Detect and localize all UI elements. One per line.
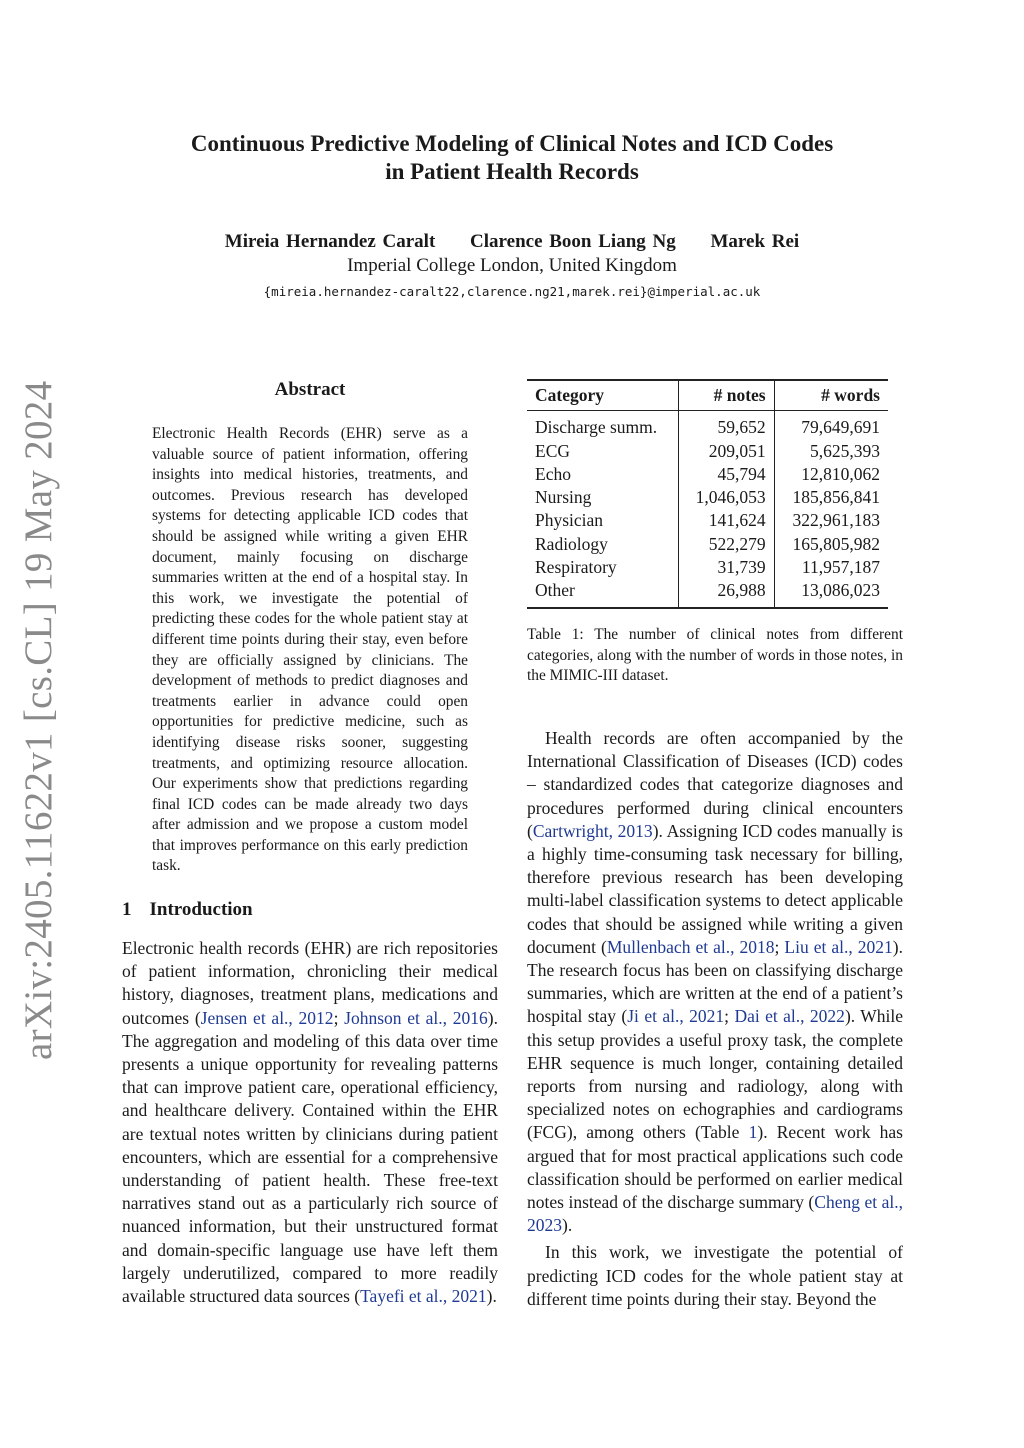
header-notes: # notes xyxy=(679,380,774,411)
notes-statistics-table xyxy=(527,379,888,609)
text-run: Health records are often accompanied by the International Classification of Diseases (ICD) codes – standardized codes that categorize diagnoses and procedures performed during clinical encounters ( xyxy=(527,728,903,841)
author-list xyxy=(100,230,924,254)
table-row xyxy=(527,579,888,607)
section-title: Introduction xyxy=(149,899,253,920)
citation-link[interactable]: Ji et al., 2021 xyxy=(627,1006,725,1027)
text-run: ). While this setup provides a useful proxy task, the complete EHR sequence is much longer, containing detailed reports from nursing and radiology, along with specialized notes on echographies and cardiograms (FCG), among others (Table xyxy=(527,1006,903,1143)
intro-right-column xyxy=(527,727,903,1311)
citation-link[interactable]: Cartwright, 2013 xyxy=(532,820,653,841)
author-emails: {mireia.hernandez-caralt22,clarence.ng21,marek.rei}@imperial.ac.uk xyxy=(263,284,761,299)
cell-notes: 522,279 xyxy=(679,533,774,556)
text-run: ; xyxy=(774,936,785,957)
text-run: Electronic health records (EHR) are rich repositories of patient information, chronicling their medical history, diagnoses, treatment plans, medications and outcomes ( xyxy=(122,938,498,1028)
citation-link[interactable]: Johnson et al., 2016 xyxy=(344,1007,488,1028)
citation-link[interactable]: Mullenbach et al., 2018 xyxy=(606,936,775,957)
affiliation: Imperial College London, United Kingdom xyxy=(347,255,677,276)
cell-category: Radiology xyxy=(527,533,679,556)
cell-words: 79,649,691 xyxy=(801,417,880,438)
cell-category: Other xyxy=(527,579,679,607)
table-header-row xyxy=(527,380,888,411)
author-3: Marek Rei xyxy=(710,231,800,252)
cell-notes: 31,739 xyxy=(679,556,774,579)
text-run: ). Assigning ICD codes manually is a highly time-consuming task necessary for billing, therefore previous research has been developing multi-label classification systems to detect applicable codes that should be assigned while writing a given document ( xyxy=(527,820,903,957)
section-number: 1 xyxy=(122,899,132,920)
cell-words: 11,957,187 xyxy=(801,557,880,578)
cell-notes: 45,794 xyxy=(679,463,774,486)
citation-link[interactable]: Tayefi et al., 2021 xyxy=(360,1286,487,1307)
citation-link[interactable]: Cheng et al., 2023 xyxy=(527,1192,903,1236)
table-caption: Table 1: The number of clinical notes from different categories, along with the number of words in those notes, in the MIMIC-III dataset. xyxy=(527,626,903,685)
author-1: Mireia Hernandez Caralt xyxy=(224,231,436,252)
citation-link[interactable]: Jensen et al., 2012 xyxy=(200,1007,334,1028)
table-row xyxy=(527,411,888,440)
cell-category: Nursing xyxy=(527,486,679,509)
cell-category: ECG xyxy=(527,440,679,463)
cell-words: 5,625,393 xyxy=(810,440,880,461)
intro-paragraph-2 xyxy=(527,727,903,1237)
table-row xyxy=(527,509,888,532)
citation-link[interactable]: Liu et al., 2021 xyxy=(784,936,893,957)
cell-words: 322,961,183 xyxy=(792,510,880,531)
table-row xyxy=(527,463,888,486)
text-run: ). Recent work has argued that for most practical applications such code classification should be performed on earlier medical notes instead of the discharge summary ( xyxy=(527,1122,903,1213)
text-run: ). The aggregation and modeling of this data over time presents a unique opportunity for revealing patterns that can improve patient care, operational efficiency, and healthcare delivery. Contained within the EHR are textual notes written by clinicians during patient encounters, which are essential for a comprehensive understanding of patient health. These free-text narratives stand out as a particularly rich source of nuanced information, but their unstructured format and domain-specific language use have left them largely underutilized, compared to more readily available structured data sources ( xyxy=(122,1007,498,1307)
text-run: ). The research focus has been on classifying discharge summaries, which are written at the end of a patient’s hospital stay ( xyxy=(527,936,903,1027)
cell-notes: 1,046,053 xyxy=(679,486,774,509)
cell-words: 165,805,982 xyxy=(792,533,880,554)
cell-category: Physician xyxy=(527,509,679,532)
table-reference-link[interactable]: 1 xyxy=(748,1122,758,1143)
table-row xyxy=(527,440,888,463)
header-words: # words xyxy=(774,380,888,411)
text-run: ). xyxy=(562,1215,573,1236)
table-row xyxy=(527,556,888,579)
cell-category: Echo xyxy=(527,463,679,486)
cell-notes: 59,652 xyxy=(679,411,774,440)
abstract-heading: Abstract xyxy=(274,379,346,400)
cell-notes: 26,988 xyxy=(679,579,774,607)
section-heading xyxy=(122,898,253,922)
citation-link[interactable]: Dai et al., 2022 xyxy=(734,1006,845,1027)
title-line-1: Continuous Predictive Modeling of Clinical Notes and ICD Codes xyxy=(190,131,834,156)
cell-category: Discharge summ. xyxy=(527,411,679,440)
cell-words: 185,856,841 xyxy=(792,487,880,508)
author-2: Clarence Boon Liang Ng xyxy=(470,231,676,252)
title-line-2: in Patient Health Records xyxy=(385,159,639,184)
abstract-body: Electronic Health Records (EHR) serve as a valuable source of patient information, offering insights into medical histories, treatments, and outcomes. Previous research has developed systems for detecting applicable ICD codes that should be assigned while writing a given EHR document, mainly focusing on discharge summaries written at the end of a hospital stay. In this work, we investigate the potential of predicting these codes for the whole patient stay at different time points during their stay, even before they are officially assigned by clinicians. The development of methods to predict diagnoses and treatments earlier in advance could open opportunities for predictive medicine, such as identifying disease risks sooner, suggesting treatments, and optimizing resource allocation. Our experiments show that predictions regarding final ICD codes can be made already two days after admission and we propose a custom model that improves performance on this early prediction task. xyxy=(152,425,468,875)
arxiv-sidebar-stamp: arXiv:2405.11622v1 [cs.CL] 19 May 2024 xyxy=(17,380,60,1060)
table-row xyxy=(527,533,888,556)
paper-title xyxy=(100,130,924,186)
text-run: ; xyxy=(724,1006,735,1027)
text-run: ). xyxy=(486,1286,497,1307)
intro-paragraph-1 xyxy=(122,937,498,1308)
cell-category: Respiratory xyxy=(527,556,679,579)
table-row xyxy=(527,486,888,509)
cell-words: 12,810,062 xyxy=(801,463,880,484)
cell-words: 13,086,023 xyxy=(801,580,880,601)
text-run: ; xyxy=(333,1007,345,1028)
header-category: Category xyxy=(527,380,679,411)
intro-left-column xyxy=(122,937,498,1308)
cell-notes: 141,624 xyxy=(679,509,774,532)
cell-notes: 209,051 xyxy=(679,440,774,463)
intro-paragraph-3: In this work, we investigate the potential of predicting ICD codes for the whole patient stay at different time points during their stay. Beyond the xyxy=(527,1242,903,1309)
